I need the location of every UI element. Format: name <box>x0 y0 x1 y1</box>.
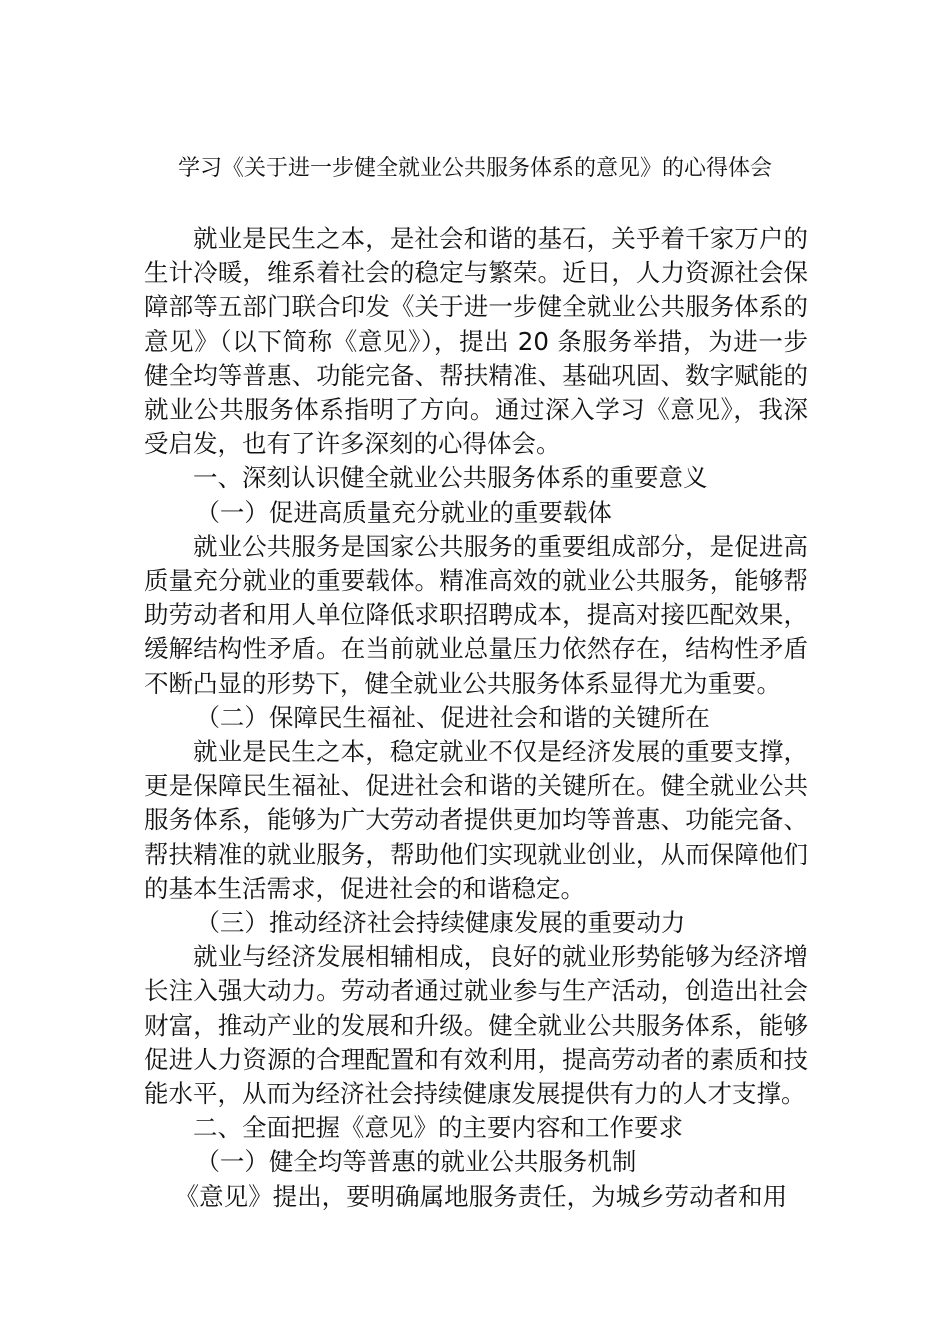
paragraph-1-2: 就业是民生之本，稳定就业不仅是经济发展的重要支撑，更是保障民生福祉、促进社会和谐的关键所在。健全就业公共服务体系，能够为广大劳动者提供更加均等普惠、功能完备、帮扶精准的就业服务，帮助他们实现就业创业，从而保障他们的基本生活需求，促进社会的和谐稳定。 <box>144 737 808 903</box>
section-heading-2: 二、全面把握《意见》的主要内容和工作要求 <box>193 1113 683 1143</box>
document-title: 学习《关于进一步健全就业公共服务体系的意见》的心得体会 <box>177 156 772 181</box>
paragraph-1-3: 就业与经济发展相辅相成，良好的就业形势能够为经济增长注入强大动力。劳动者通过就业参与生产活动，创造出社会财富，推动产业的发展和升级。健全就业公共服务体系，能够促进人力资源的合理配置和有效利用，提高劳动者的素质和技能水平，从而为经济社会持续健康发展提供有力的人才支撑。 <box>144 942 808 1109</box>
section-heading-1: 一、深刻认识健全就业公共服务体系的重要意义 <box>193 463 708 493</box>
document-body <box>144 222 808 1214</box>
subsection-heading-2-1: （一）健全均等普惠的就业公共服务机制 <box>195 1147 637 1177</box>
paragraph-intro: 就业是民生之本，是社会和谐的基石，关乎着千家万户的生计冷暖，维系着社会的稳定与繁荣。近日，人力资源社会保障部等五部门联合印发《关于进一步健全就业公共服务体系的意见》（以下简称《意见》），提出 20 条服务举措，为进一步健全均等普惠、功能完备、帮扶精准、基础巩固、数字赋能的就业公共服务体系指明了方向。通过深入学习《意见》，我深受启发，也有了许多深刻的心得体会。 <box>144 224 808 459</box>
subsection-heading-1-2: （二）保障民生福祉、促进社会和谐的关键所在 <box>195 702 710 732</box>
paragraph-1-1: 就业公共服务是国家公共服务的重要组成部分，是促进高质量充分就业的重要载体。精准高效的就业公共服务，能够帮助劳动者和用人单位降低求职招聘成本，提高对接匹配效果，缓解结构性矛盾。在当前就业总量压力依然存在，结构性矛盾不断凸显的形势下，健全就业公共服务体系显得尤为重要。 <box>144 531 808 698</box>
paragraph-2-1: 《意见》提出，要明确属地服务责任，为城乡劳动者和用 <box>174 1181 788 1211</box>
subsection-heading-1-1: （一）促进高质量充分就业的重要载体 <box>195 497 612 527</box>
subsection-heading-1-3: （三）推动经济社会持续健康发展的重要动力 <box>195 908 686 938</box>
